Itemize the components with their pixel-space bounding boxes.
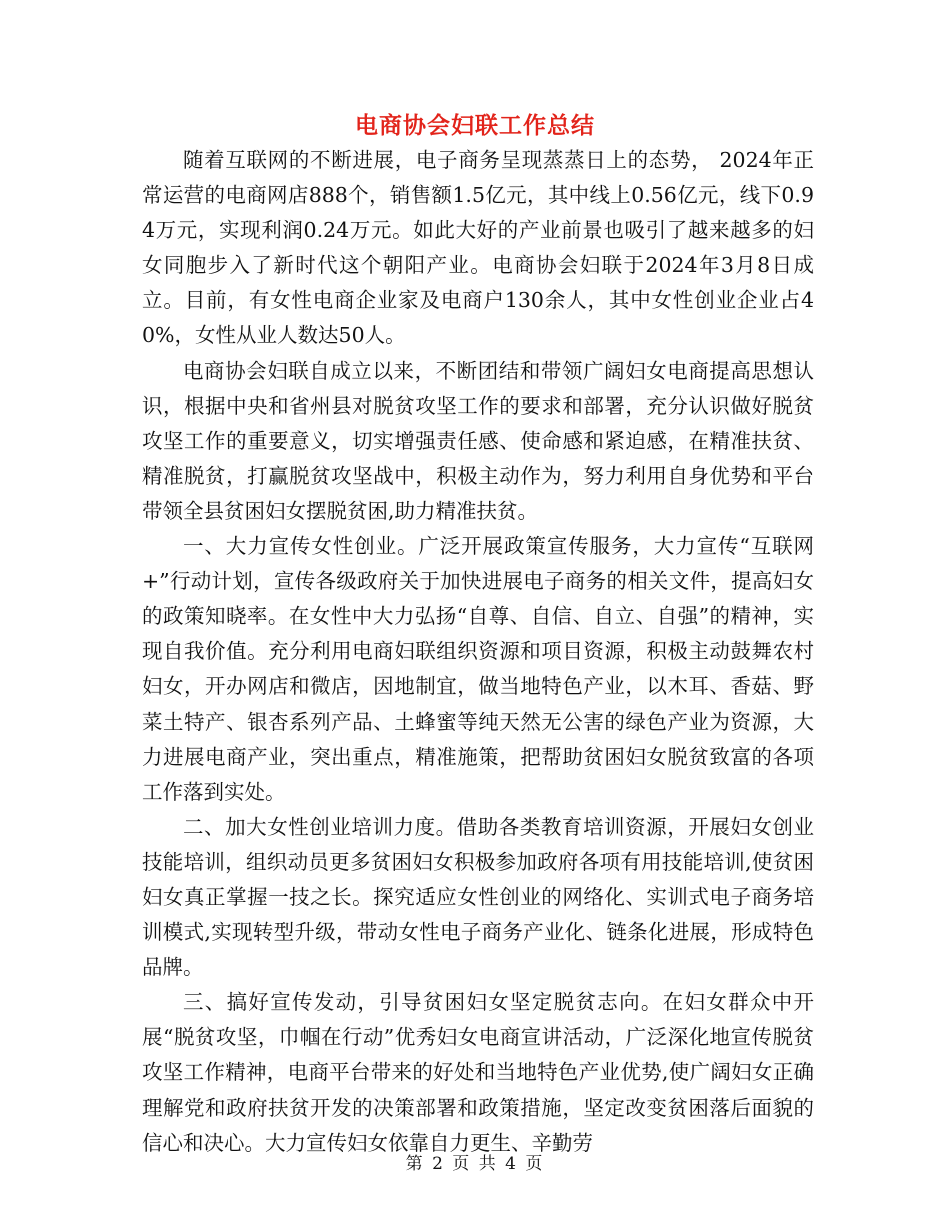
document-body: [142, 143, 814, 1161]
paragraph-section-2: 二、加大女性创业培训力度。借助各类教育培训资源，开展妇女创业技能培训，组织动员更多贫困妇女积极参加政府各项有用技能培训,使贫困妇女真正掌握一技之长。探究适应女性创业的网络化、实训式电子商务培训模式,实现转型升级，带动女性电子商务产业化、链条化进展，形成特色品牌。: [142, 814, 814, 980]
paragraph-section-3: 三、搞好宣传发动，引导贫困妇女坚定脱贫志向。在妇女群众中开展“脱贫攻坚，巾帼在行动”优秀妇女电商宣讲活动，广泛深化地宣传脱贫攻坚工作精神，电商平台带来的好处和当地特色产业优势,使广阔妇女正确理解党和政府扶贫开发的决策部署和政策措施，坚定改变贫困落后面貌的信心和决心。大力宣传妇女依靠自力更生、辛勤劳: [142, 990, 814, 1155]
page-number-footer: 第 2 页 共 4 页: [405, 1154, 545, 1174]
paragraph-section-1: 一、大力宣传女性创业。广泛开展政策宣传服务，大力宣传“互联网+”行动计划，宣传各级政府关于加快进展电子商务的相关文件，提高妇女的政策知晓率。在女性中大力弘扬“自尊、自信、自立、自强”的精神，实现自我价值。充分利用电商妇联组织资源和项目资源，积极主动鼓舞农村妇女，开办网店和微店，因地制宜，做当地特色产业，以木耳、香菇、野菜土特产、银杏系列产品、土蜂蜜等纯天然无公害的绿色产业为资源，大力进展电商产业，突出重点，精准施策，把帮助贫困妇女脱贫致富的各项工作落到实处。: [142, 534, 814, 804]
document-title: 电商协会妇联工作总结: [355, 113, 595, 139]
paragraph-intro: 随着互联网的不断进展，电子商务呈现蒸蒸日上的态势， 2024年正常运营的电商网店888个，销售额1.5亿元，其中线上0.56亿元，线下0.94万元，实现利润0.24万元。如此大好的产业前景也吸引了越来越多的妇女同胞步入了新时代这个朝阳产业。电商协会妇联于2024年3月8日成立。目前，有女性电商企业家及电商户130余人，其中女性创业企业占40%，女性从业人数达50人。: [142, 148, 814, 348]
paragraph-overview: 电商协会妇联自成立以来，不断团结和带领广阔妇女电商提高思想认识，根据中央和省州县对脱贫攻坚工作的要求和部署，充分认识做好脱贫攻坚工作的重要意义，切实增强责任感、使命感和紧迫感，在精准扶贫、精准脱贫，打赢脱贫攻坚战中，积极主动作为，努力利用自身优势和平台带领全县贫困妇女摆脱贫困,助力精准扶贫。: [142, 358, 814, 523]
